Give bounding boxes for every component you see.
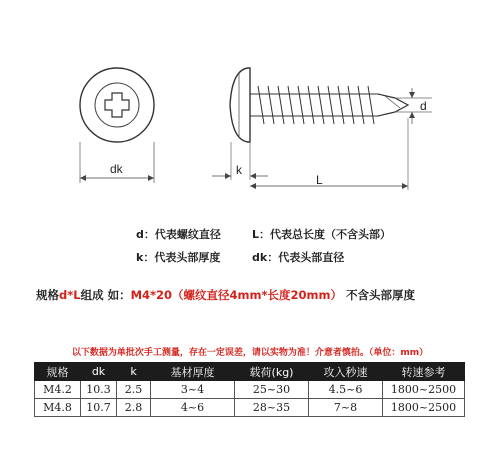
header-cell: dk [81,363,117,381]
spec-suffix: 不含头部厚度 [346,288,416,302]
spec-example: M4*20（螺纹直径4mm*长度20mm） [130,288,343,302]
dk-dimension-label: dk [110,162,123,176]
table-cell: 2.8 [117,399,151,417]
table-header-row [35,363,465,381]
table-cell: 1800~2500 [383,399,465,417]
table-row [35,399,465,417]
header-cell: 基材厚度 [151,363,235,381]
screw-drawing [0,0,500,200]
k-dimension-label: k [236,163,242,177]
table-cell: M4.2 [35,381,81,399]
table-cell: 1800~2500 [383,381,465,399]
table-cell: 2.5 [117,381,151,399]
L-dimension-label: L [316,173,323,187]
table-cell: 28~35 [235,399,309,417]
header-cell: 转速参考 [383,363,465,381]
header-cell: k [117,363,151,381]
legend-k: k：代表头部厚度 [136,251,221,264]
header-cell: 攻入秒速 [309,363,383,381]
spec-prefix: 规格 [36,288,59,302]
phillips-cross-icon [105,93,129,117]
table-cell: 10.7 [81,399,117,417]
header-cell: 载荷(kg) [235,363,309,381]
header-cell: 规格 [35,363,81,381]
legend-L: L：代表总长度（不含头部） [252,228,392,241]
table-cell: 3~4 [151,381,235,399]
table-row [35,381,465,399]
spec-dl: d*L [59,288,81,302]
screw-side-view [212,68,432,190]
measurement-note: 以下数据为单批次手工测量，存在一定误差，请以实物为准！介意者慎拍。（单位：mm） [71,348,429,358]
table-cell: 4.5~6 [309,381,383,399]
spec-table [34,362,465,417]
table-cell: 7~8 [309,399,383,417]
spec-mid: 组成 如： [80,288,131,302]
table-cell: 25~30 [235,381,309,399]
table-cell: M4.8 [35,399,81,417]
d-dimension-label: d [420,99,427,113]
table-cell: 10.3 [81,381,117,399]
table-cell: 4~6 [151,399,235,417]
spec-composition-line [36,287,415,303]
legend-d: d：代表螺纹直径 [136,228,221,241]
legend-dk: dk：代表头部直径 [252,251,345,264]
